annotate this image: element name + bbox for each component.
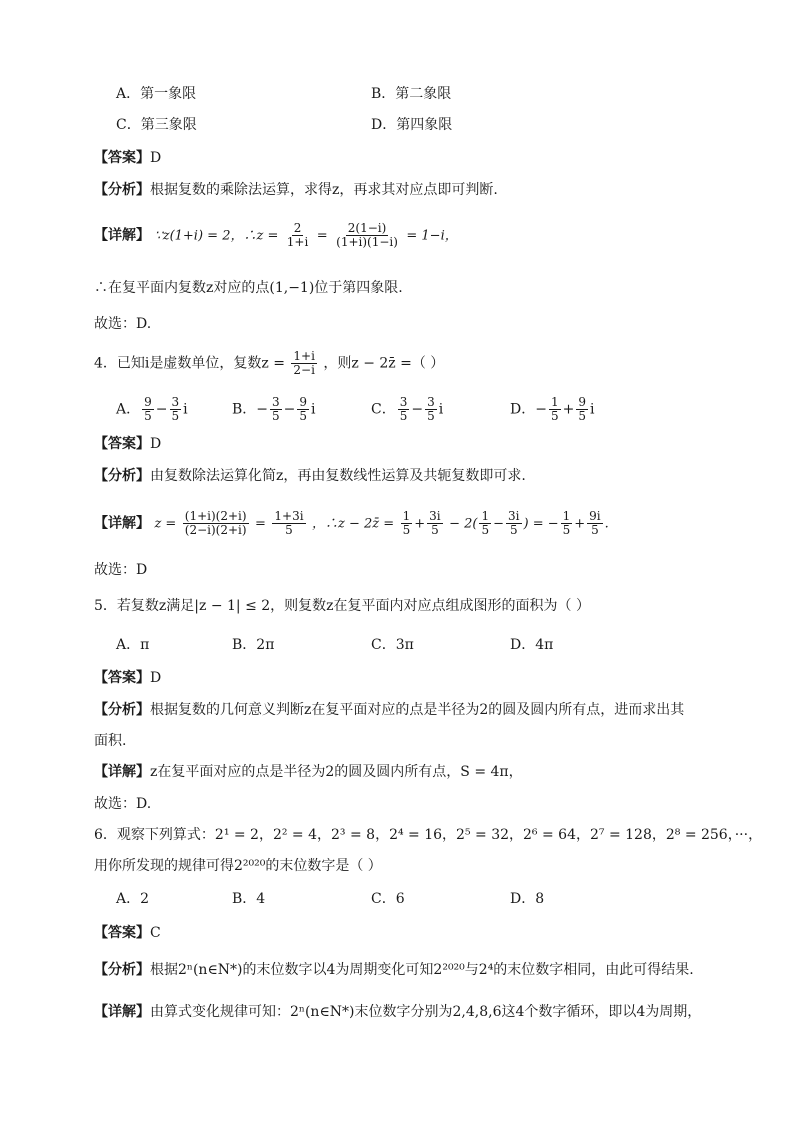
q5-option-a: A．π — [116, 637, 150, 653]
q5-analysis-line2: 面积. — [94, 733, 127, 749]
q4-stem: 4．已知i是虚数单位，复数z = $\frac{1+i}{2-i}$ ，则z − 2z̄ =（ ） — [94, 349, 445, 377]
q4-option-c: C． $\frac{3}{5}$ − $\frac{3}{5}$ i — [371, 395, 444, 423]
q5-option-b: B．2π — [232, 637, 275, 653]
q6-answer-line: 【答案】C — [94, 925, 161, 941]
q5-analysis-line: 【分析】根据复数的几何意义判断z在复平面对应的点是半径为2的圆及圆内所有点，进而求出其 — [94, 702, 685, 718]
q6-option-a: A．2 — [116, 891, 150, 907]
detail-label: 【详解】 — [94, 227, 150, 244]
q4-analysis-line: 【分析】由复数除法运算化简z，再由复数线性运算及共轭复数即可求. — [94, 468, 526, 484]
q3-detail-line: 【详解】 ∵z(1+i) = 2，∴z = $\frac{2}{1+i}$ = $\frac{2(1-i)}{(1+i)(1-i)}$ = 1−i， — [94, 221, 458, 249]
q4-option-a: A． $\frac{9}{5}$ − $\frac{3}{5}$ i — [116, 395, 188, 423]
q5-detail-line: 【详解】z在复平面对应的点是半径为2的圆及圆内所有点，S = 4π， — [94, 764, 523, 780]
q5-choice: 故选：D. — [94, 796, 152, 812]
fraction: $\frac{2(1-i)}{(1+i)(1-i)}$ — [336, 221, 398, 249]
fraction: $\frac{2}{1+i}$ — [286, 221, 309, 249]
answer-value: D — [150, 150, 162, 166]
q3-option-c: C．第三象限 — [116, 117, 197, 133]
q5-stem: 5．若复数z满足|z − 1| ≤ 2，则复数z在复平面内对应点组成图形的面积为（ ） — [94, 598, 590, 614]
analysis-text: 根据复数的乘除法运算，求得z，再求其对应点即可判断. — [150, 182, 498, 198]
q4-answer-line: 【答案】D — [94, 436, 162, 452]
q4-detail-line: 【详解】 z = $\frac{(1+i)(2+i)}{(2-i)(2+i)}$ = $\frac{1+3i}{5}$ ，∴z − 2z̄ = $\frac{1}{5}$ + $\frac{3i}{5}$ − 2( $\frac{1}{5}$ − $\frac{3i}{5}$ ) = − $\frac{1}{5}$ + $\frac{9i}{5}$ . — [94, 509, 609, 537]
q6-option-c: C．6 — [371, 891, 405, 907]
answer-label: 【答案】 — [94, 150, 150, 166]
q4-option-d: D．− $\frac{1}{5}$ + $\frac{9}{5}$ i — [510, 395, 595, 423]
fraction: $\frac{1+i}{2-i}$ — [293, 349, 315, 377]
q3-detail-line2: ∴在复平面内复数z对应的点(1,−1)位于第四象限. — [94, 280, 403, 296]
q5-option-c: C．3π — [371, 637, 414, 653]
q3-analysis-line — [94, 180, 498, 200]
q5-answer-line: 【答案】D — [94, 670, 162, 686]
q6-option-d: D．8 — [510, 891, 545, 907]
q6-analysis-line: 【分析】根据2ⁿ(n∈N*)的末位数字以4为周期变化可知2²⁰²⁰与2⁴的末位数字相同，由此可得结果. — [94, 962, 694, 978]
q6-stem-line1: 6．观察下列算式：2¹ = 2，2² = 4，2³ = 8，2⁴ = 16，2⁵ = 32，2⁶ = 64，2⁷ = 128，2⁸ = 256，···， — [94, 827, 763, 843]
q3-answer-line — [94, 148, 161, 168]
q6-stem-line2: 用你所发现的规律可得2²⁰²⁰的末位数字是（ ） — [94, 858, 382, 874]
analysis-label: 【分析】 — [94, 182, 150, 198]
q4-choice: 故选：D — [94, 562, 148, 578]
q6-option-b: B．4 — [232, 891, 266, 907]
q3-choice: 故选：D. — [94, 316, 152, 332]
q3-option-b: B．第二象限 — [371, 86, 452, 102]
q6-detail-line: 【详解】由算式变化规律可知：2ⁿ(n∈N*)末位数字分别为2,4,8,6这4个数字循环，即以4为周期， — [94, 1004, 702, 1020]
q5-option-d: D．4π — [510, 637, 554, 653]
q3-option-d: D．第四象限 — [371, 117, 453, 133]
math-expr: ∵z(1+i) = 2，∴z = — [154, 228, 279, 244]
q4-option-b: B．− $\frac{3}{5}$ − $\frac{9}{5}$ i — [232, 395, 316, 423]
q3-option-a: A．第一象限 — [116, 86, 197, 102]
